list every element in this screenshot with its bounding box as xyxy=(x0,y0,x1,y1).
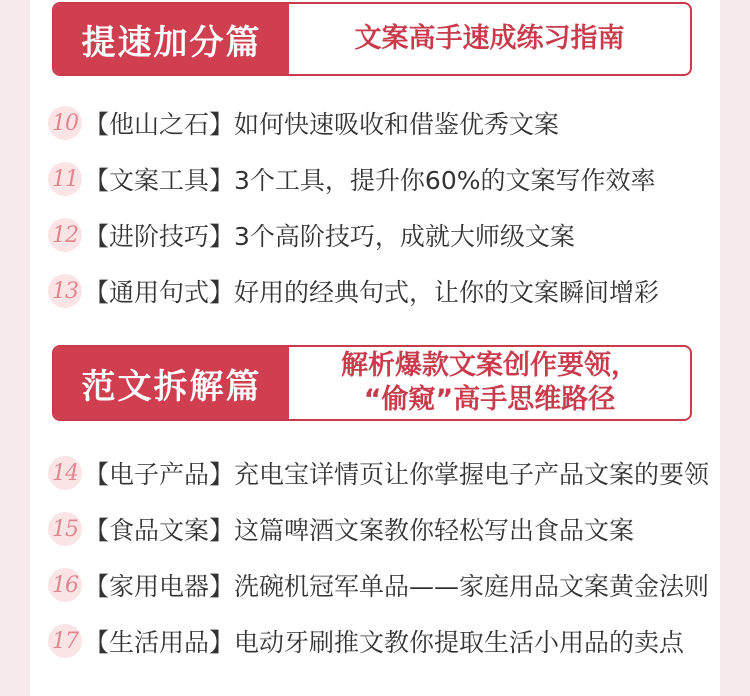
item-text: 3个高阶技巧，成就大师级文案 xyxy=(234,222,575,251)
section-label: 提速加分篇 xyxy=(54,4,289,74)
list-item[interactable] xyxy=(48,623,684,659)
item-text: 充电宝详情页让你掌握电子产品文案的要领 xyxy=(234,460,710,489)
item-number: 17 xyxy=(48,624,82,658)
list-item[interactable] xyxy=(48,273,659,309)
item-text: 电动牙刷推文教你提取生活小用品的卖点 xyxy=(234,628,685,657)
item-text: 如何快速吸收和借鉴优秀文案 xyxy=(234,110,560,139)
list-item[interactable] xyxy=(48,105,559,141)
section-subtitle-text: 文案高手速成练习指南 xyxy=(354,23,625,55)
section-header-case-study xyxy=(52,345,692,421)
item-number: 13 xyxy=(48,274,82,308)
list-item[interactable] xyxy=(48,161,656,197)
item-number: 16 xyxy=(48,568,82,602)
list-item[interactable] xyxy=(48,217,575,253)
item-text: 这篇啤酒文案教你轻松写出食品文案 xyxy=(234,516,635,545)
item-number: 11 xyxy=(48,162,82,196)
item-number: 10 xyxy=(48,106,82,140)
section-subtitle-line2: “偷窥”高手思维路径 xyxy=(363,384,616,415)
list-item[interactable] xyxy=(48,511,634,547)
section-subtitle-line1: 解析爆款文案创作要领， xyxy=(341,350,638,382)
list-item[interactable] xyxy=(48,455,709,491)
item-tag: 【家用电器】 xyxy=(84,572,235,601)
item-tag: 【文案工具】 xyxy=(84,166,235,195)
section-subtitle xyxy=(289,4,690,74)
section-header-speedup xyxy=(52,2,692,76)
item-tag: 【他山之石】 xyxy=(84,110,235,139)
section-label: 范文拆解篇 xyxy=(54,347,289,419)
item-text: 3个工具，提升你60%的文案写作效率 xyxy=(234,166,656,195)
item-number: 12 xyxy=(48,218,82,252)
item-tag: 【进阶技巧】 xyxy=(84,222,235,251)
item-tag: 【通用句式】 xyxy=(84,278,235,307)
item-number: 15 xyxy=(48,512,82,546)
section-subtitle xyxy=(289,347,690,419)
item-tag: 【食品文案】 xyxy=(84,516,235,545)
item-text: 好用的经典句式，让你的文案瞬间增彩 xyxy=(234,278,660,307)
item-text: 洗碗机冠军单品——家庭用品文案黄金法则 xyxy=(234,572,710,601)
item-tag: 【生活用品】 xyxy=(84,628,235,657)
item-number: 14 xyxy=(48,456,82,490)
item-tag: 【电子产品】 xyxy=(84,460,235,489)
list-item[interactable] xyxy=(48,567,709,603)
